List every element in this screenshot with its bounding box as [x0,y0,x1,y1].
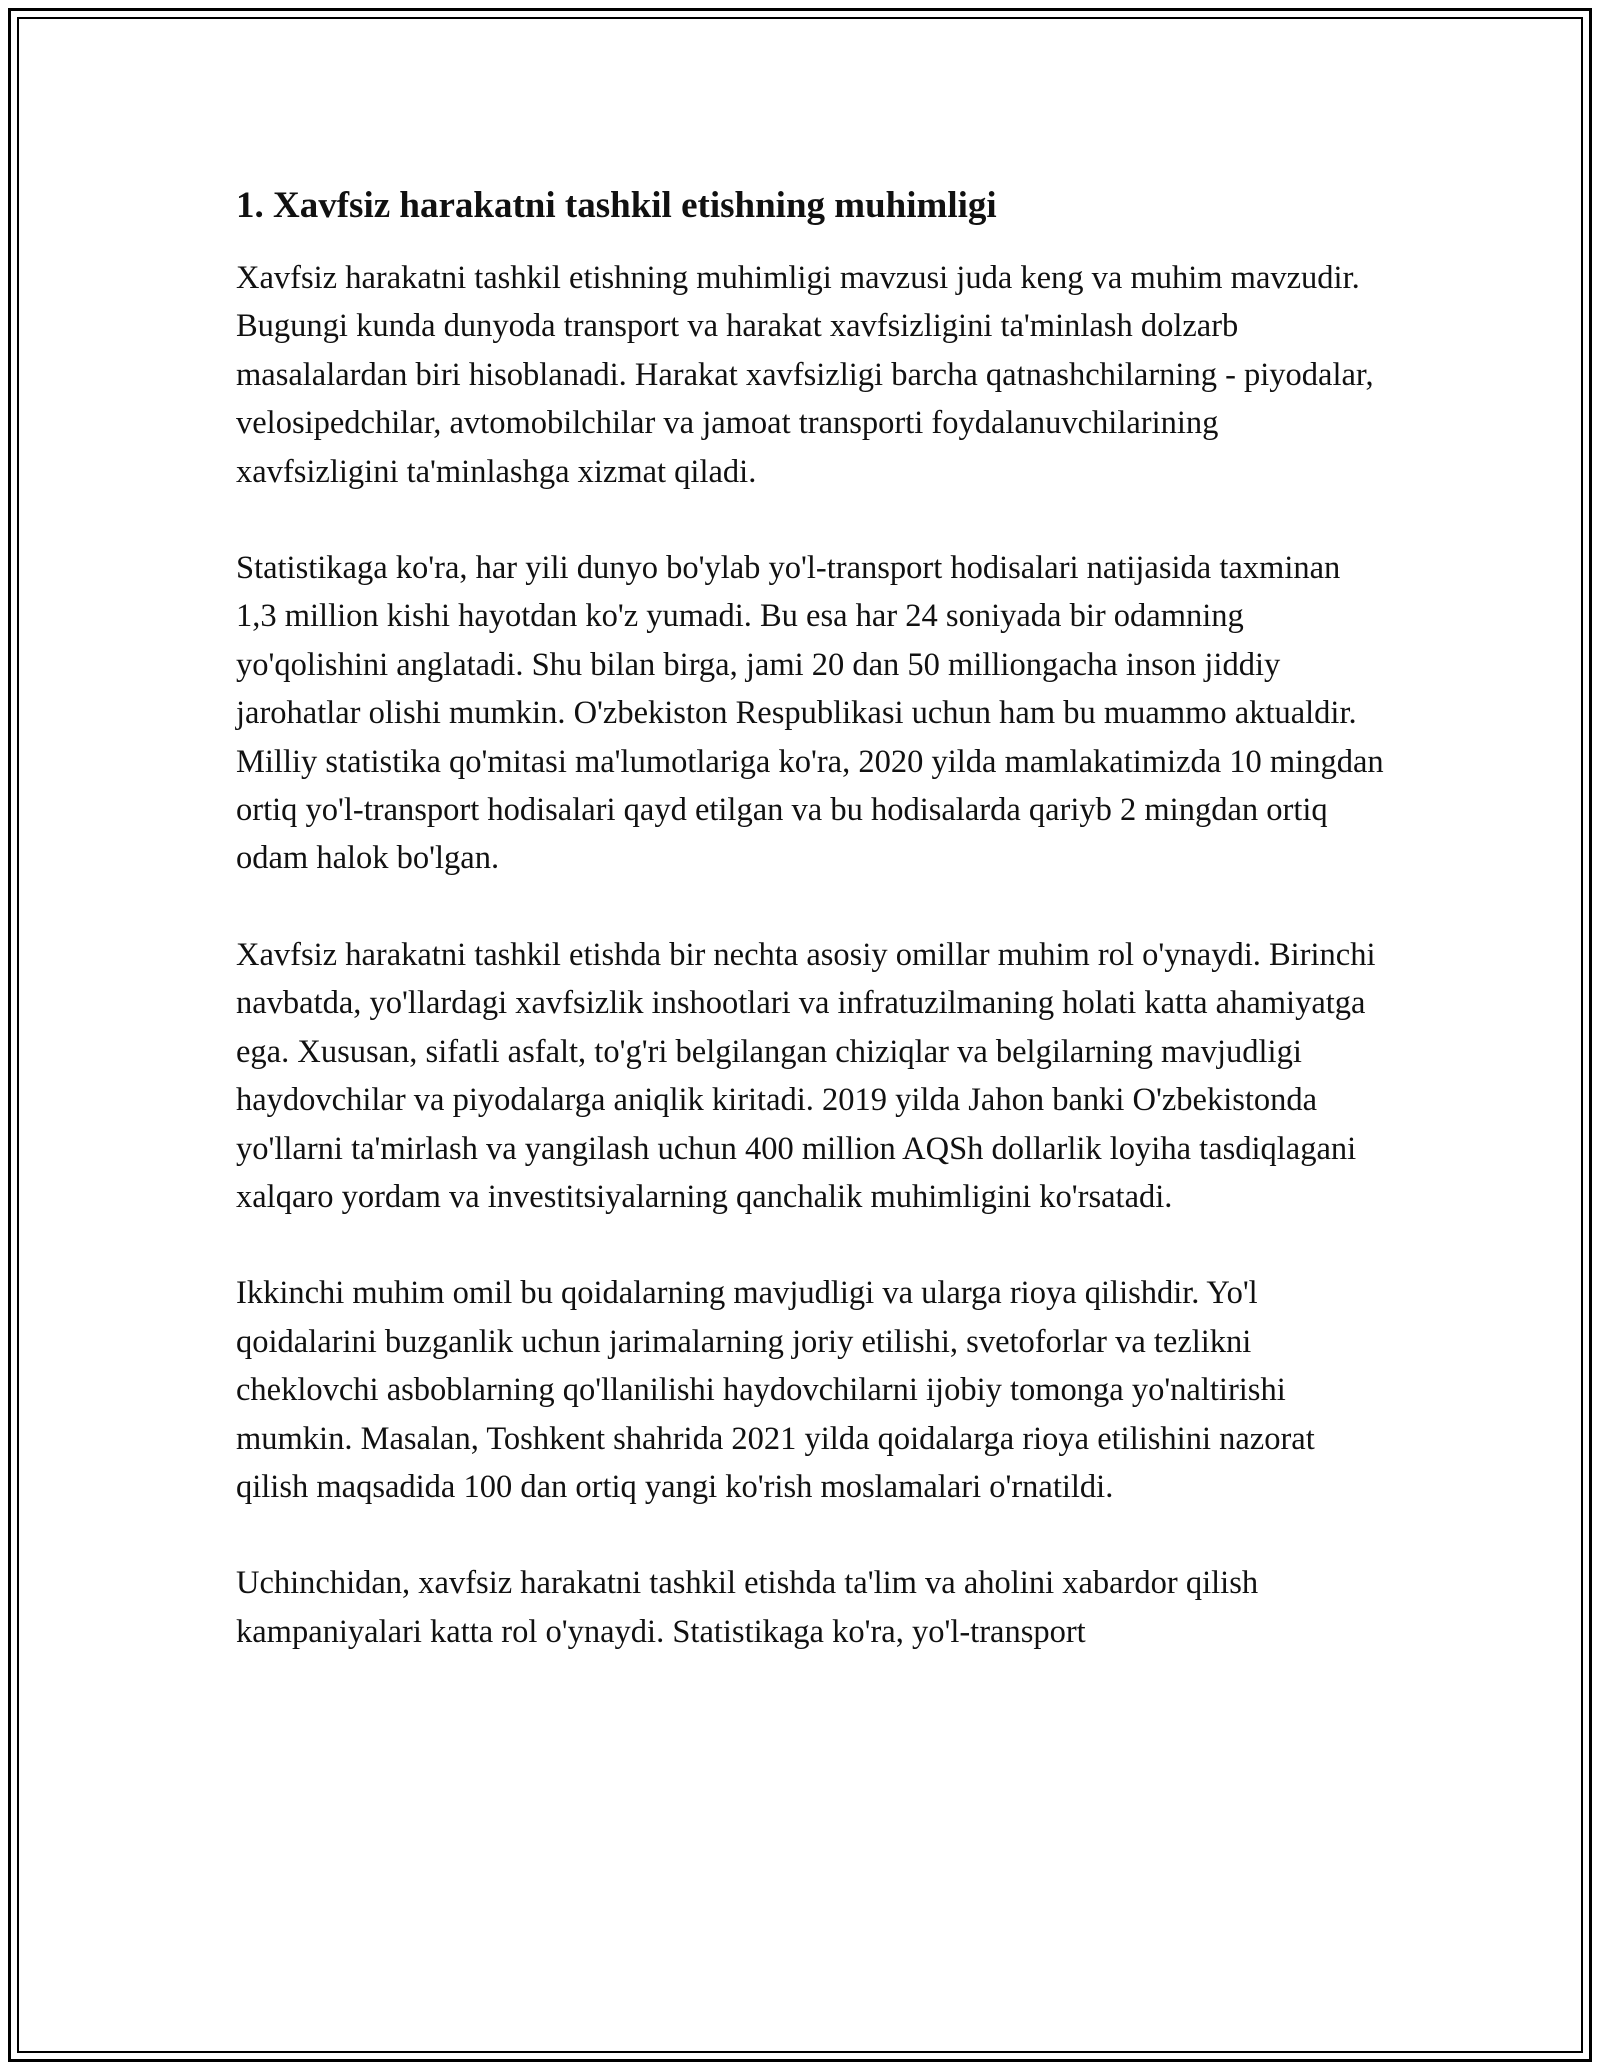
section-heading: 1. Xavfsiz harakatni tashkil etishning muhimligi [236,185,997,226]
paragraph-education: Uchinchidan, xavfsiz harakatni tashkil etishda ta'lim va aholini xabardor qilish kampaniyalari katta rol o'ynaydi. Statistikaga ko'ra, yo'l-transport [236,1565,1259,1650]
paragraph-statistics: Statistikaga ko'ra, har yili dunyo bo'ylab yo'l-transport hodisalari natijasida taxminan 1,3 million kishi hayotdan ko'z yumadi. Bu esa har 24 soniyada bir odamning yo'qolishini anglatadi. Shu bilan birga, jami 20 dan 50 milliongacha inson jiddiy jarohatlar olishi mumkin. O'zbekiston Respublikasi uchun ham bu muammo aktualdir. Milliy statistika qo'mitasi ma'lumotlariga ko'ra, 2020 yilda mamlakatimizda 10 mingdan ortiq yo'l-transport hodisalari qayd etilgan va bu hodisalarda qariyb 2 mingdan ortiq odam halok bo'lgan. [236,550,1384,877]
paragraph-infrastructure: Xavfsiz harakatni tashkil etishda bir nechta asosiy omillar muhim rol o'ynaydi. Birinchi navbatda, yo'llardagi xavfsizlik inshootlari va infratuzilmaning holati katta ahamiyatga ega. Xususan, sifatli asfalt, to'g'ri belgilangan chiziqlar va belgilarning mavjudligi haydovchilar va piyodalarga aniqlik kiritadi. 2019 yilda Jahon banki O'zbekistonda yo'llarni ta'mirlash va yangilash uchun 400 million AQSh dollarlik loyiha tasdiqlagani xalqaro yordam va investitsiyalarning qanchalik muhimligini ko'rsatadi. [236,936,1376,1215]
document-body [236,182,1386,1704]
paragraph-intro: Xavfsiz harakatni tashkil etishning muhimligi mavzusi juda keng va muhim mavzudir. Bugungi kunda dunyoda transport va harakat xavfsizligini ta'minlash dolzarb masalalardan biri hisoblanadi. Harakat xavfsizligi barcha qatnashchilarning - piyodalar, velosipedchilar, avtomobilchilar va jamoat transporti foydalanuvchilarining xavfsizligini ta'minlashga xizmat qiladi. [236,260,1374,490]
paragraph-rules: Ikkinchi muhim omil bu qoidalarning mavjudligi va ularga rioya qilishdir. Yo'l qoidalarini buzganlik uchun jarimalarning joriy etilishi, svetoforlar va tezlikni cheklovchi asboblarning qo'llanilishi haydovchilarni ijobiy tomonga yo'naltirishi mumkin. Masalan, Toshkent shahrida 2021 yilda qoidalarga rioya etilishini nazorat qilish maqsadida 100 dan ortiq yangi ko'rish moslamalari o'rnatildi. [236,1275,1315,1505]
